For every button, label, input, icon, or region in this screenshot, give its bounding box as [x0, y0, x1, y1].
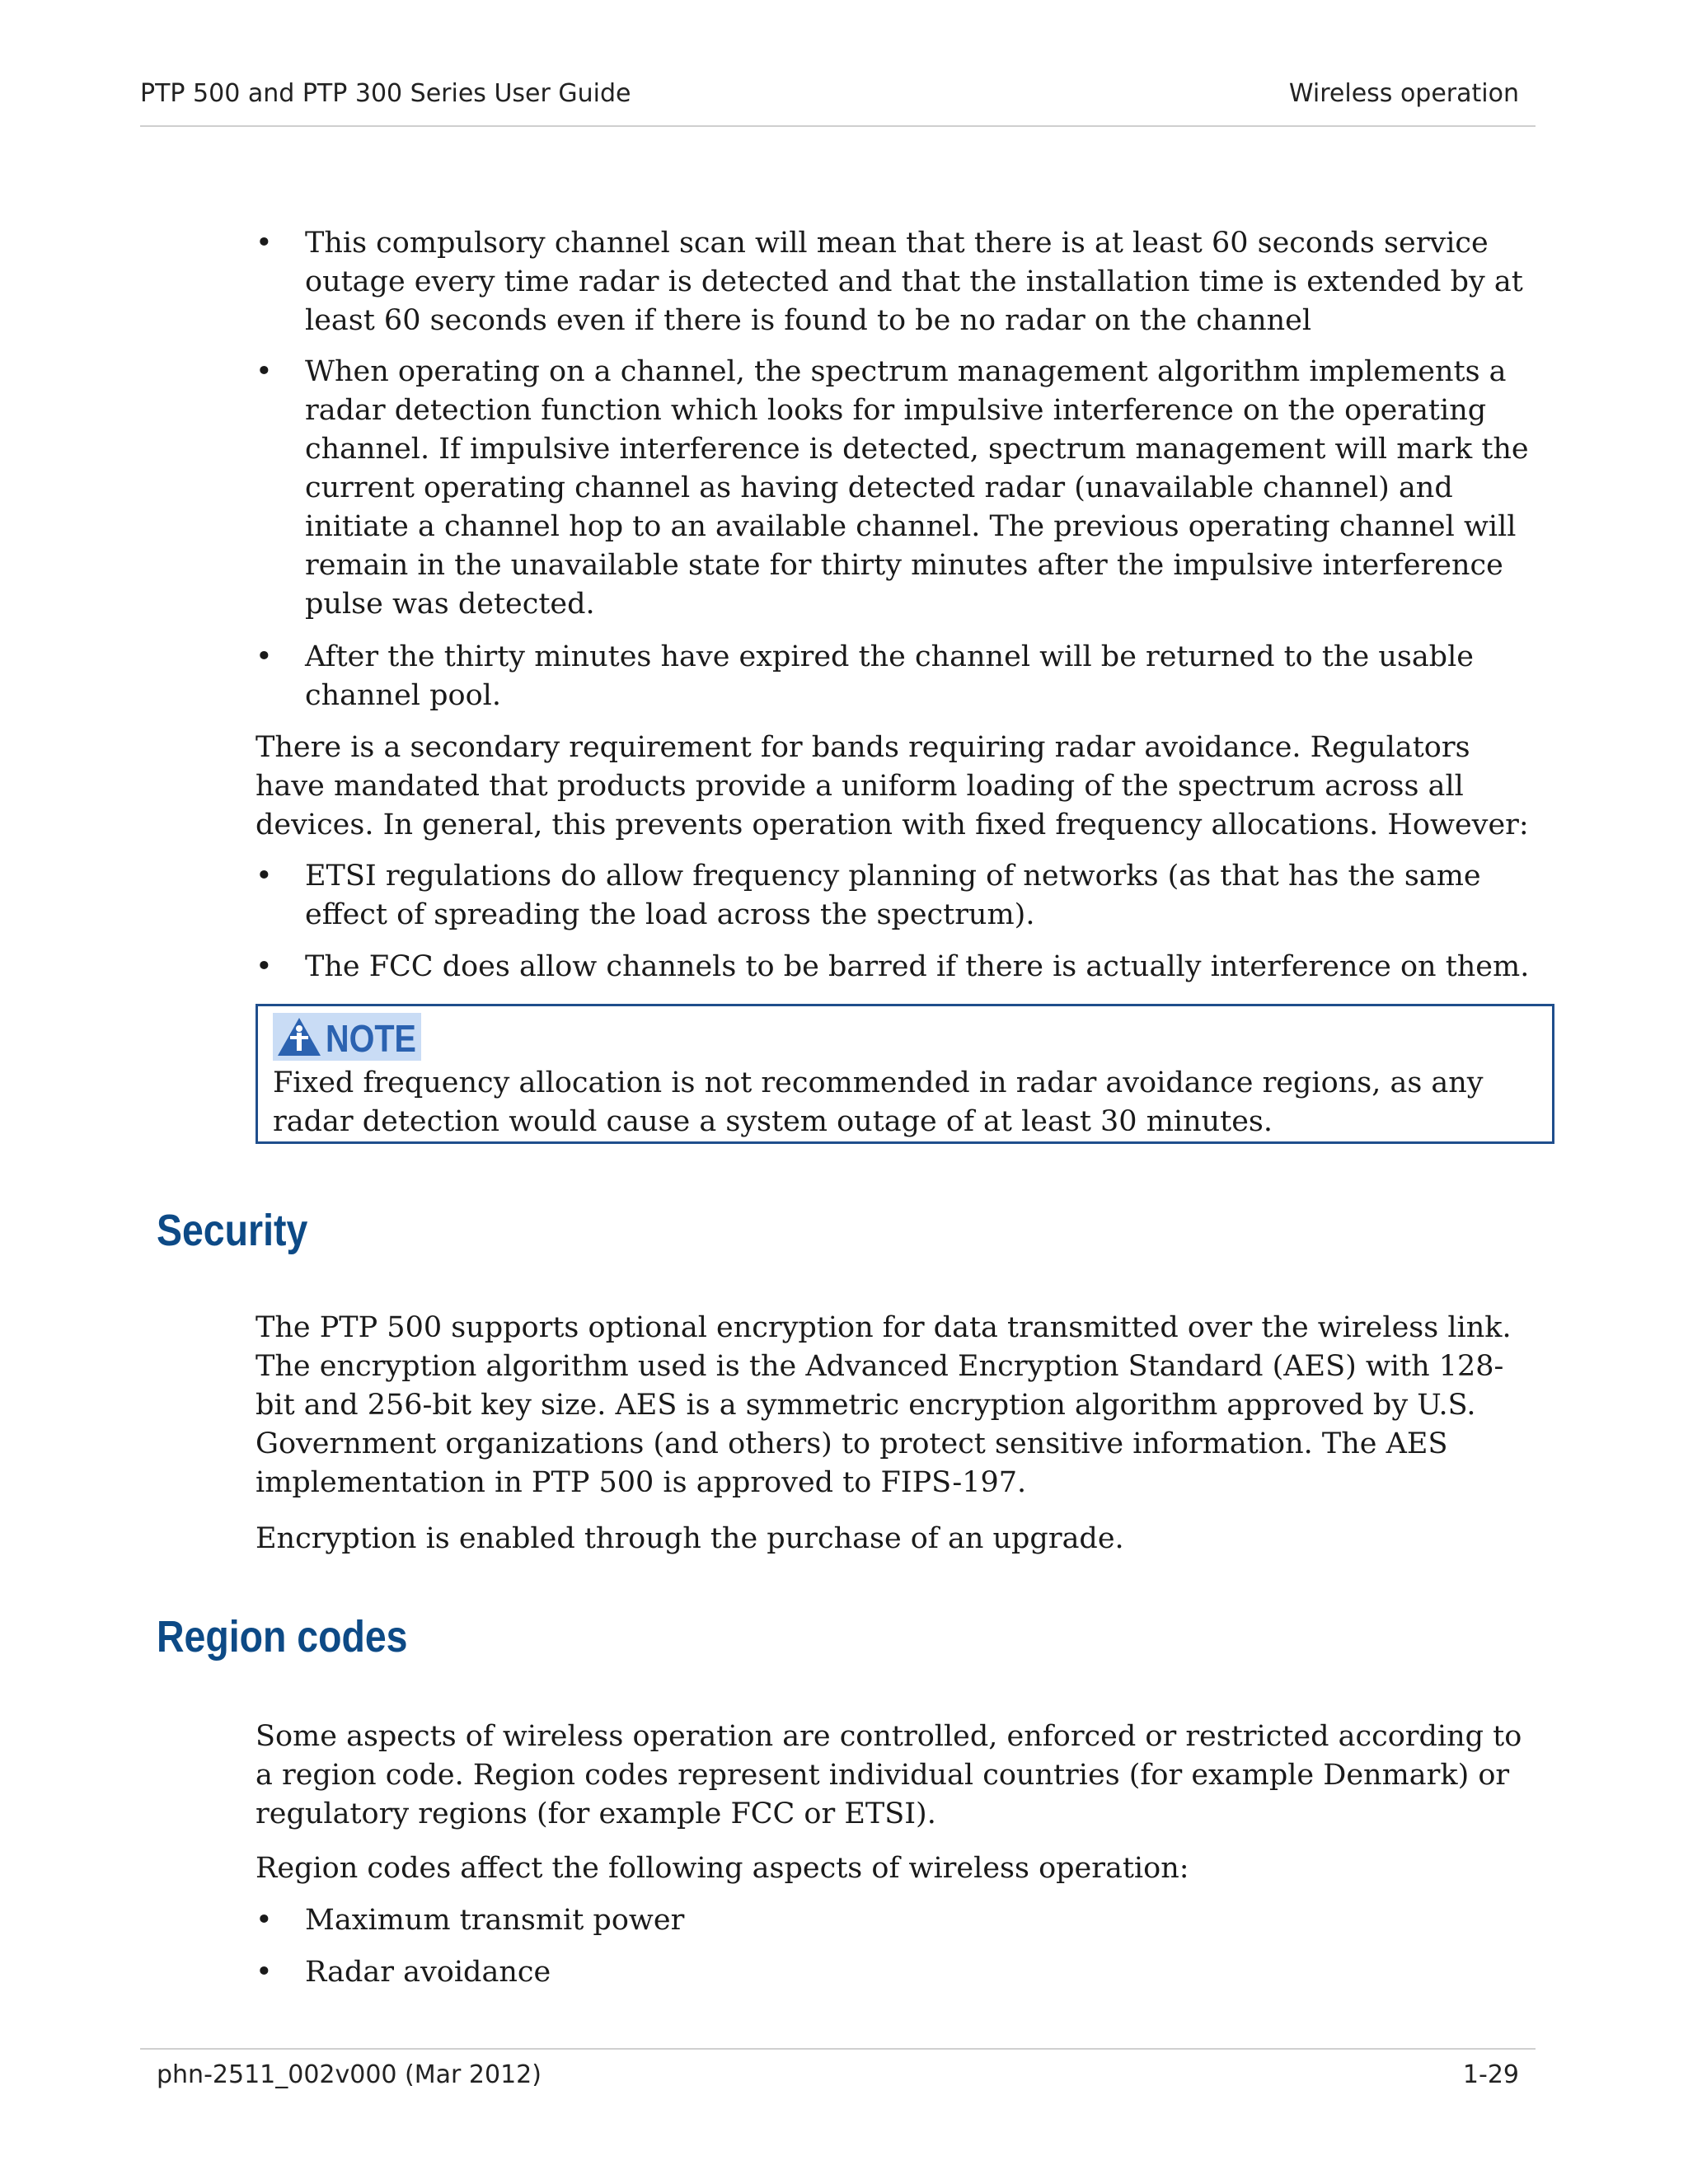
note-box [256, 1004, 1554, 1144]
paragraph-secondary-requirement: There is a secondary requirement for bands requiring radar avoidance. Regulators have mandated that products provide a uniform loading of the spectrum across all devices. In general, this prevents operation with fixed frequency allocations. However: [256, 731, 1529, 841]
note-badge [273, 1013, 421, 1061]
heading-region-codes: Region codes [157, 1612, 408, 1661]
region-paragraph-2: Region codes affect the following aspects of wireless operation: [256, 1852, 1189, 1885]
heading-security: Security [157, 1206, 308, 1255]
footer-doc-id: phn-2511_002v000 (Mar 2012) [157, 2060, 542, 2089]
region-paragraph-1: Some aspects of wireless operation are controlled, enforced or restricted according to a region code. Region codes represent individual countries (for example Denmark) or regulatory regions (for example FCC or ETSI). [256, 1720, 1522, 1830]
note-icon [276, 1016, 322, 1057]
page-header [140, 79, 1519, 108]
page-footer [157, 2060, 1519, 2089]
security-paragraph-1: The PTP 500 supports optional encryption for data transmitted over the wireless link. The encryption algorithm used is the Advanced Encryption Standard (AES) with 128-bit and 256-bit key size. AES is a symmetric encryption algorithm approved by U.S. Government organizations (and others) to protect sensitive information. The AES implementation in PTP 500 is approved to FIPS-197. [256, 1311, 1512, 1499]
header-section: Wireless operation [1288, 79, 1519, 108]
note-label: NOTE [326, 1017, 416, 1060]
footer-divider [140, 2048, 1536, 2050]
note-text: Fixed frequency allocation is not recommended in radar avoidance regions, as any radar detection would cause a system outage of at least 30 minutes. [273, 1066, 1484, 1138]
header-divider [140, 125, 1536, 127]
header-title: PTP 500 and PTP 300 Series User Guide [140, 79, 631, 108]
page-number: 1-29 [1462, 2060, 1519, 2089]
security-paragraph-2: Encryption is enabled through the purchase of an upgrade. [256, 1522, 1124, 1555]
